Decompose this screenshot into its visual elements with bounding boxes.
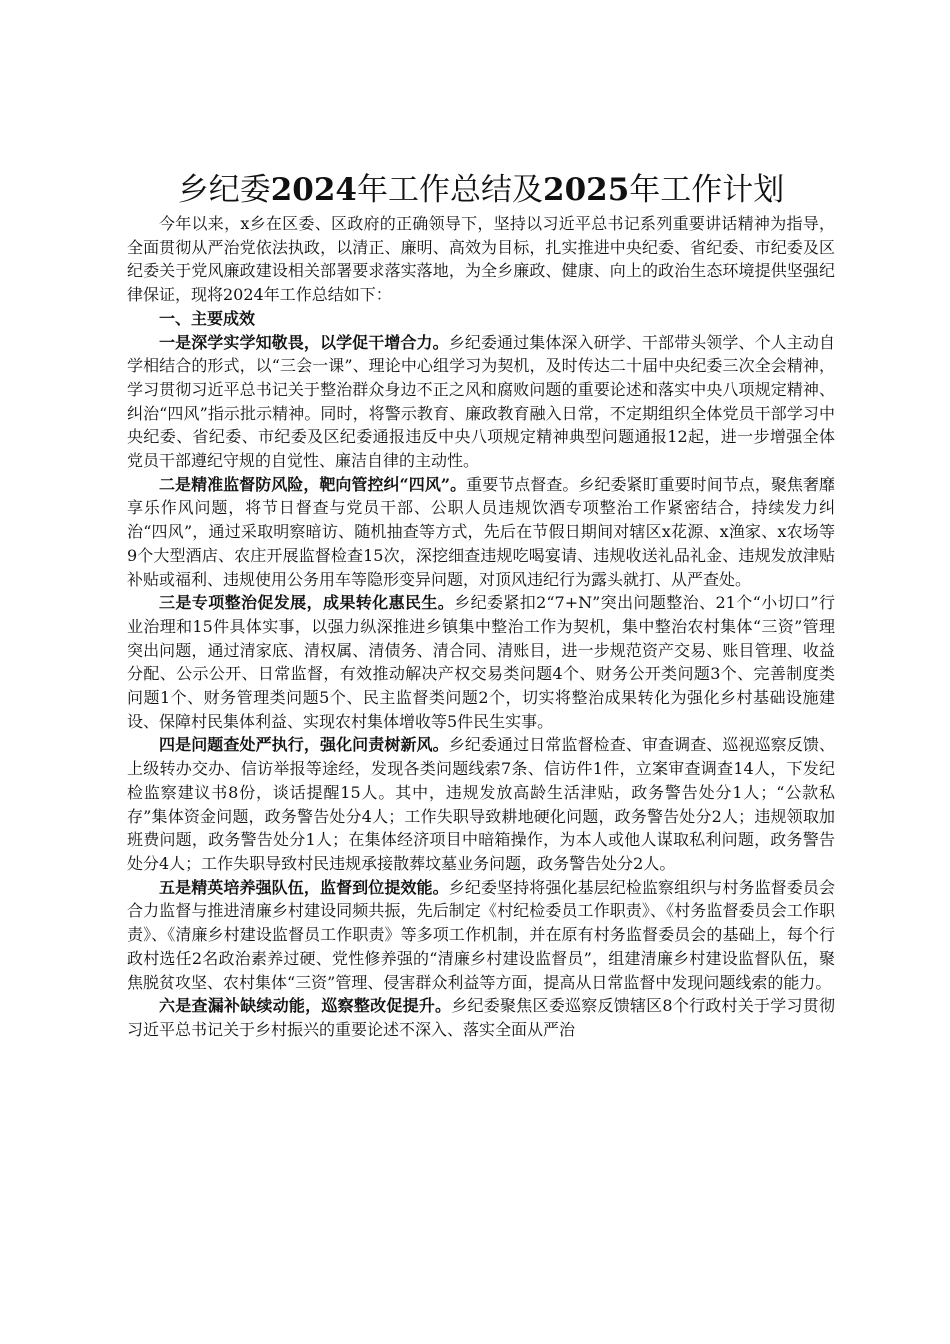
item-lead: 五是精英培养强队伍，监督到位提效能。 [159,877,449,897]
title-year-2024: 2024 [270,172,357,208]
intro-paragraph: 今年以来，x乡在区委、区政府的正确领导下，坚持以习近平总书记系列重要讲话精神为指导，全面贯彻从严治党依法执政，以清正、廉明、高效为目标，扎实推进中央纪委、省纪委、市纪委及区纪委关于党风廉政建设相关部署要求落实落地，为全乡廉政、健康、向上的政治生态环境提供坚强纪律保证，现将2024年工作总结如下： [127,214,835,305]
item-body: 乡纪委聚焦区委巡察反馈辖区8个行政村关于学习贯彻习近平总书记关于乡村振兴的重要论述不深入、落实全面从严治 [127,996,835,1039]
item-lead: 六是查漏补缺续动能，巡察整改促提升。 [159,996,452,1016]
achievement-item-3 [127,591,835,733]
item-lead: 一是深学实学知敬畏，以学促干增合力。 [159,332,449,352]
achievement-item-6 [127,994,835,1041]
item-lead: 三是专项整治促发展，成果转化惠民生。 [159,593,455,613]
title-year-2025: 2025 [543,172,630,208]
achievement-item-5 [127,876,835,995]
achievement-item-2 [127,473,835,592]
title-part: 乡纪委 [177,172,271,208]
item-body: 乡纪委通过集体深入研学、干部带头领学、个人主动自学相结合的形式，以“三会一课”、理论中心组学习为契机，及时传达二十届中央纪委三次全会精神，学习贯彻习近平总书记关于整治群众身边不正之风和腐败问题的重要论述和落实中央八项规定精神、纠治“四风”指示批示精神。同时，将警示教育、廉政教育融入日常，不定期组织全体党员干部学习中央纪委、省纪委、市纪委及区纪委通报违反中央八项规定精神典型问题通报12起，进一步增强全体党员干部遵纪守规的自觉性、廉洁自律的主动性。 [127,332,835,471]
item-body: 重要节点督查。乡纪委紧盯重要时间节点，聚焦奢靡享乐作风问题，将节日督查与党员干部、公职人员违规饮酒专项整治工作紧密结合，持续发力纠治“四风”，通过采取明察暗访、随机抽查等方式，先后在节假日期间对辖区x花源、x渔家、x农场等9个大型酒店、农庄开展监督检查15次，深挖细查违规吃喝宴请、违规收送礼品礼金、违规发放津贴补贴或福利、违规使用公务用车等隐形变异问题，对顶风违纪行为露头就打、从严查处。 [127,474,835,589]
section-heading: 一、主要成效 [159,308,256,328]
item-body: 乡纪委通过日常监督检查、审查调查、巡视巡察反馈、上级转办交办、信访举报等途经，发现各类问题线索7条、信访件1件，立案审查调查14人，下发纪检监察建议书8份，谈话提醒15人。其中，违规发放高龄生活津贴，政务警告处分1人；“公款私存”集体资金问题，政务警告处分4人；工作失职导致耕地硬化问题，政务警告处分2人；违规领取加班费问题，政务警告处分1人；在集体经济项目中暗箱操作，为本人或他人谋取私利问题，政务警告处分4人；工作失职导致村民违规承接散葬坟墓业务问题，政务警告处分2人。 [127,735,835,873]
title-part: 年工作计划 [629,172,785,208]
achievement-item-4 [127,733,835,875]
achievement-item-1 [127,331,835,473]
document-title [127,170,835,210]
item-body: 乡纪委坚持将强化基层纪检监察组织与村务监督委员会合力监督与推进清廉乡村建设同频共振，先后制定《村纪检委员工作职责》、《村务监督委员会工作职责》、《清廉乡村建设监督员工作职责》等多项工作机制，并在原有村务监督委员会的基础上，每个行政村选任2名政治素养过硬、党性修养强的“清廉乡村建设监督员”，组建清廉乡村建设监督队伍，聚焦脱贫攻坚、农村集体“三资”管理、侵害群众利益等方面，提高从日常监督中发现问题线索的能力。 [127,877,835,992]
title-part: 年工作总结及 [357,172,543,208]
item-body: 乡纪委紧扣2“7+N”突出问题整治、21个“小切口”行业治理和15件具体实事，以强力纵深推进乡镇集中整治工作为契机，集中整治农村集体“三资”管理突出问题，通过清家底、清权属、清债务、清合同、清账目，进一步规范资产交易、账目管理、收益分配、公示公开、日常监督，有效推动解决产权交易类问题4个、财务公开类问题3个、完善制度类问题1个、财务管理类问题5个、民主监督类问题2个，切实将整治成果转化为强化乡村基础设施建设、保障村民集体利益、实现农村集体增收等5件民生实事。 [127,593,835,731]
item-lead: 二是精准监督防风险，靶向管控纠“四风”。 [159,474,467,494]
document-page [127,170,835,1042]
item-lead: 四是问题查处严执行，强化问责树新风。 [159,735,449,755]
